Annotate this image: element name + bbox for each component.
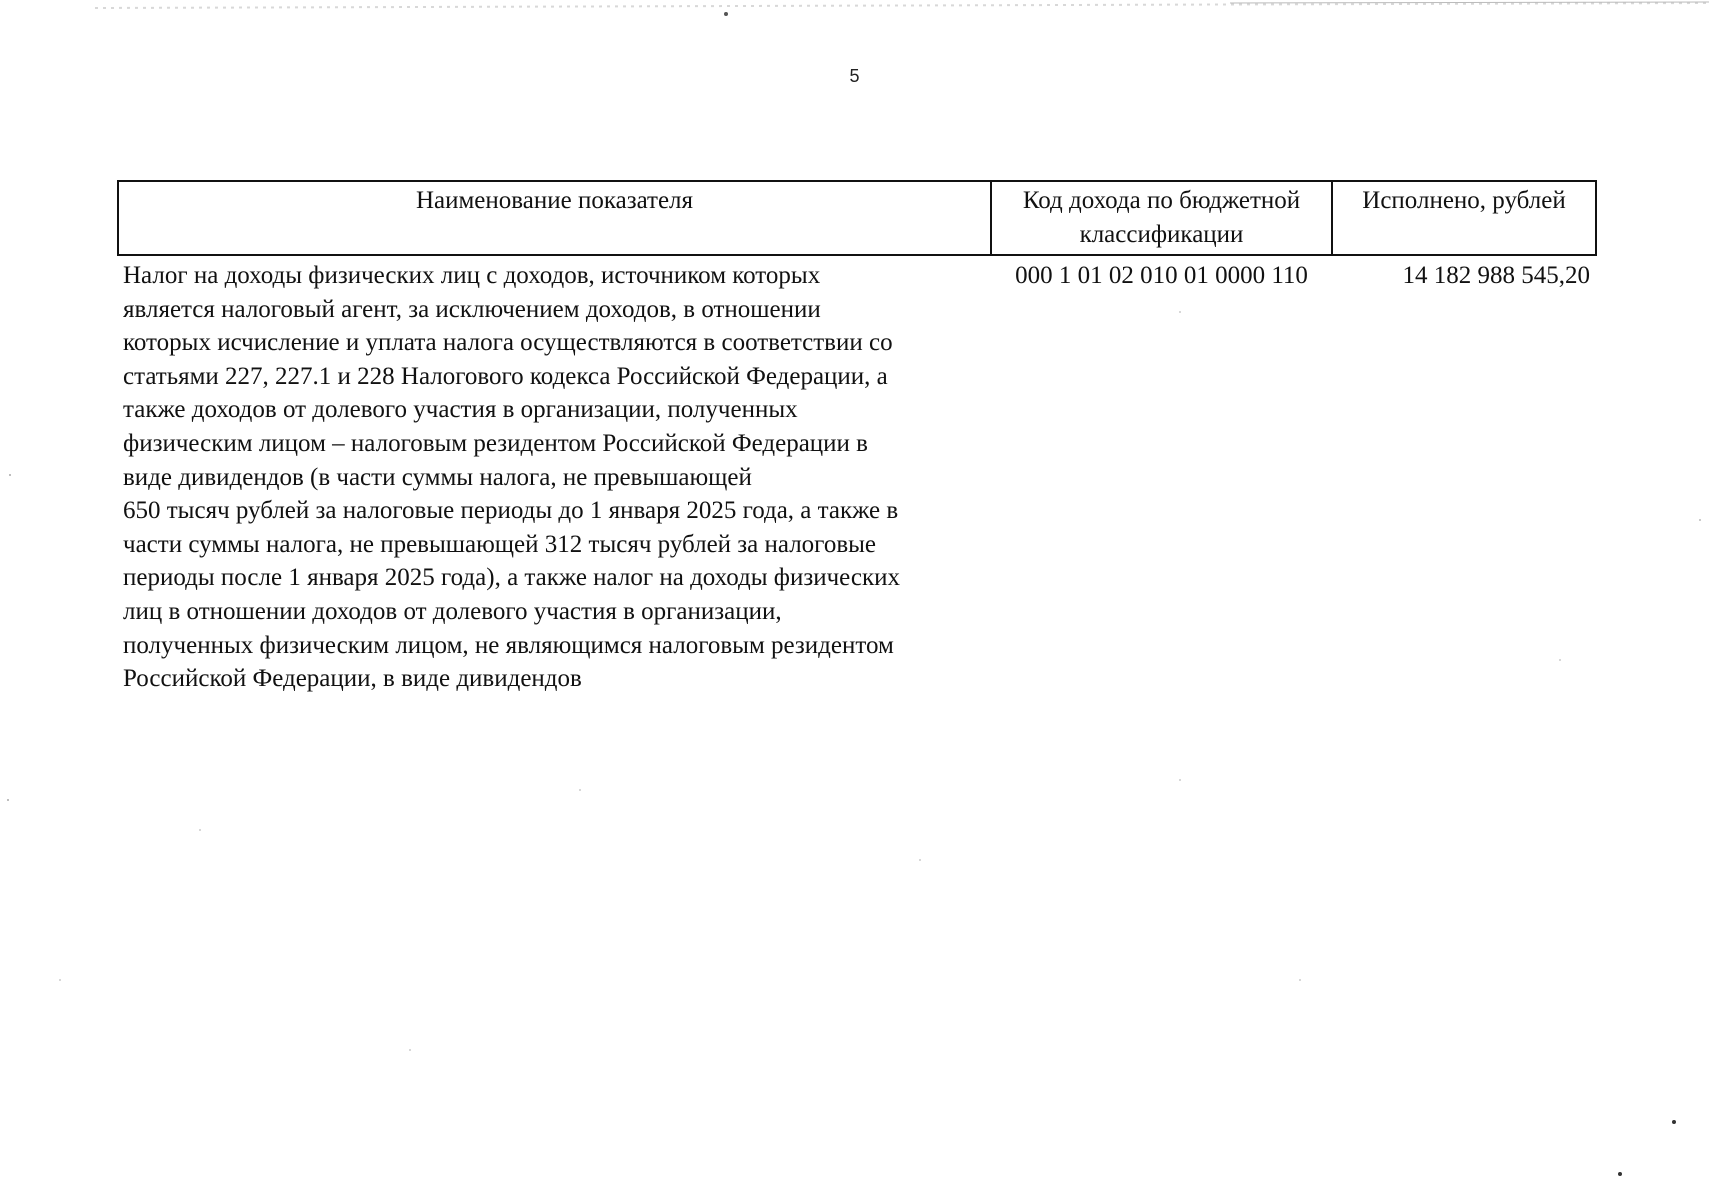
indicator-name-line: периоды после 1 января 2025 года), а также налог на доходы физических	[123, 564, 901, 592]
amount-cell: 14 182 988 545,20	[1402, 262, 1590, 289]
indicator-name-line: Российской Федерации, в виде дивидендов	[123, 665, 582, 693]
table-row	[118, 255, 1596, 696]
header-indicator-name: Наименование показателя	[118, 181, 991, 255]
page-number: 5	[849, 66, 860, 86]
indicator-name-line: полученных физическим лицом, не являющимся налоговым резидентом	[123, 631, 894, 659]
indicator-name-line: лиц в отношении доходов от долевого участия в организации,	[123, 597, 782, 625]
indicator-name-line: также доходов от долевого участия в организации, полученных	[123, 396, 798, 424]
header-amount: Исполнено, рублей	[1332, 181, 1596, 255]
indicator-name-line: физическим лицом – налоговым резидентом Российской Федерации в	[123, 429, 868, 457]
table-header-row	[118, 181, 1596, 255]
indicator-name-line: Налог на доходы физических лиц с доходов, источником которых	[123, 262, 821, 289]
indicator-name-line: статьями 227, 227.1 и 228 Налогового кодекса Российской Федерации, а	[123, 362, 888, 390]
header-budget-code: Код дохода по бюджетной классификации	[991, 181, 1332, 255]
indicator-name-line: которых исчисление и уплата налога осуществляются в соответствии со	[123, 329, 893, 357]
indicator-name-line: части суммы налога, не превышающей 312 тысяч рублей за налоговые	[123, 530, 877, 558]
budget-code-cell: 000 1 01 02 010 01 0000 110	[1015, 262, 1308, 289]
indicator-name-cell	[118, 255, 991, 696]
indicator-name-line: виде дивидендов (в части суммы налога, не превышающей	[123, 463, 752, 491]
report-table	[117, 180, 1597, 696]
indicator-name-line: является налоговый агент, за исключением доходов, в отношении	[123, 295, 821, 323]
indicator-name-line: 650 тысяч рублей за налоговые периоды до 1 января 2025 года, а также в	[123, 497, 899, 525]
